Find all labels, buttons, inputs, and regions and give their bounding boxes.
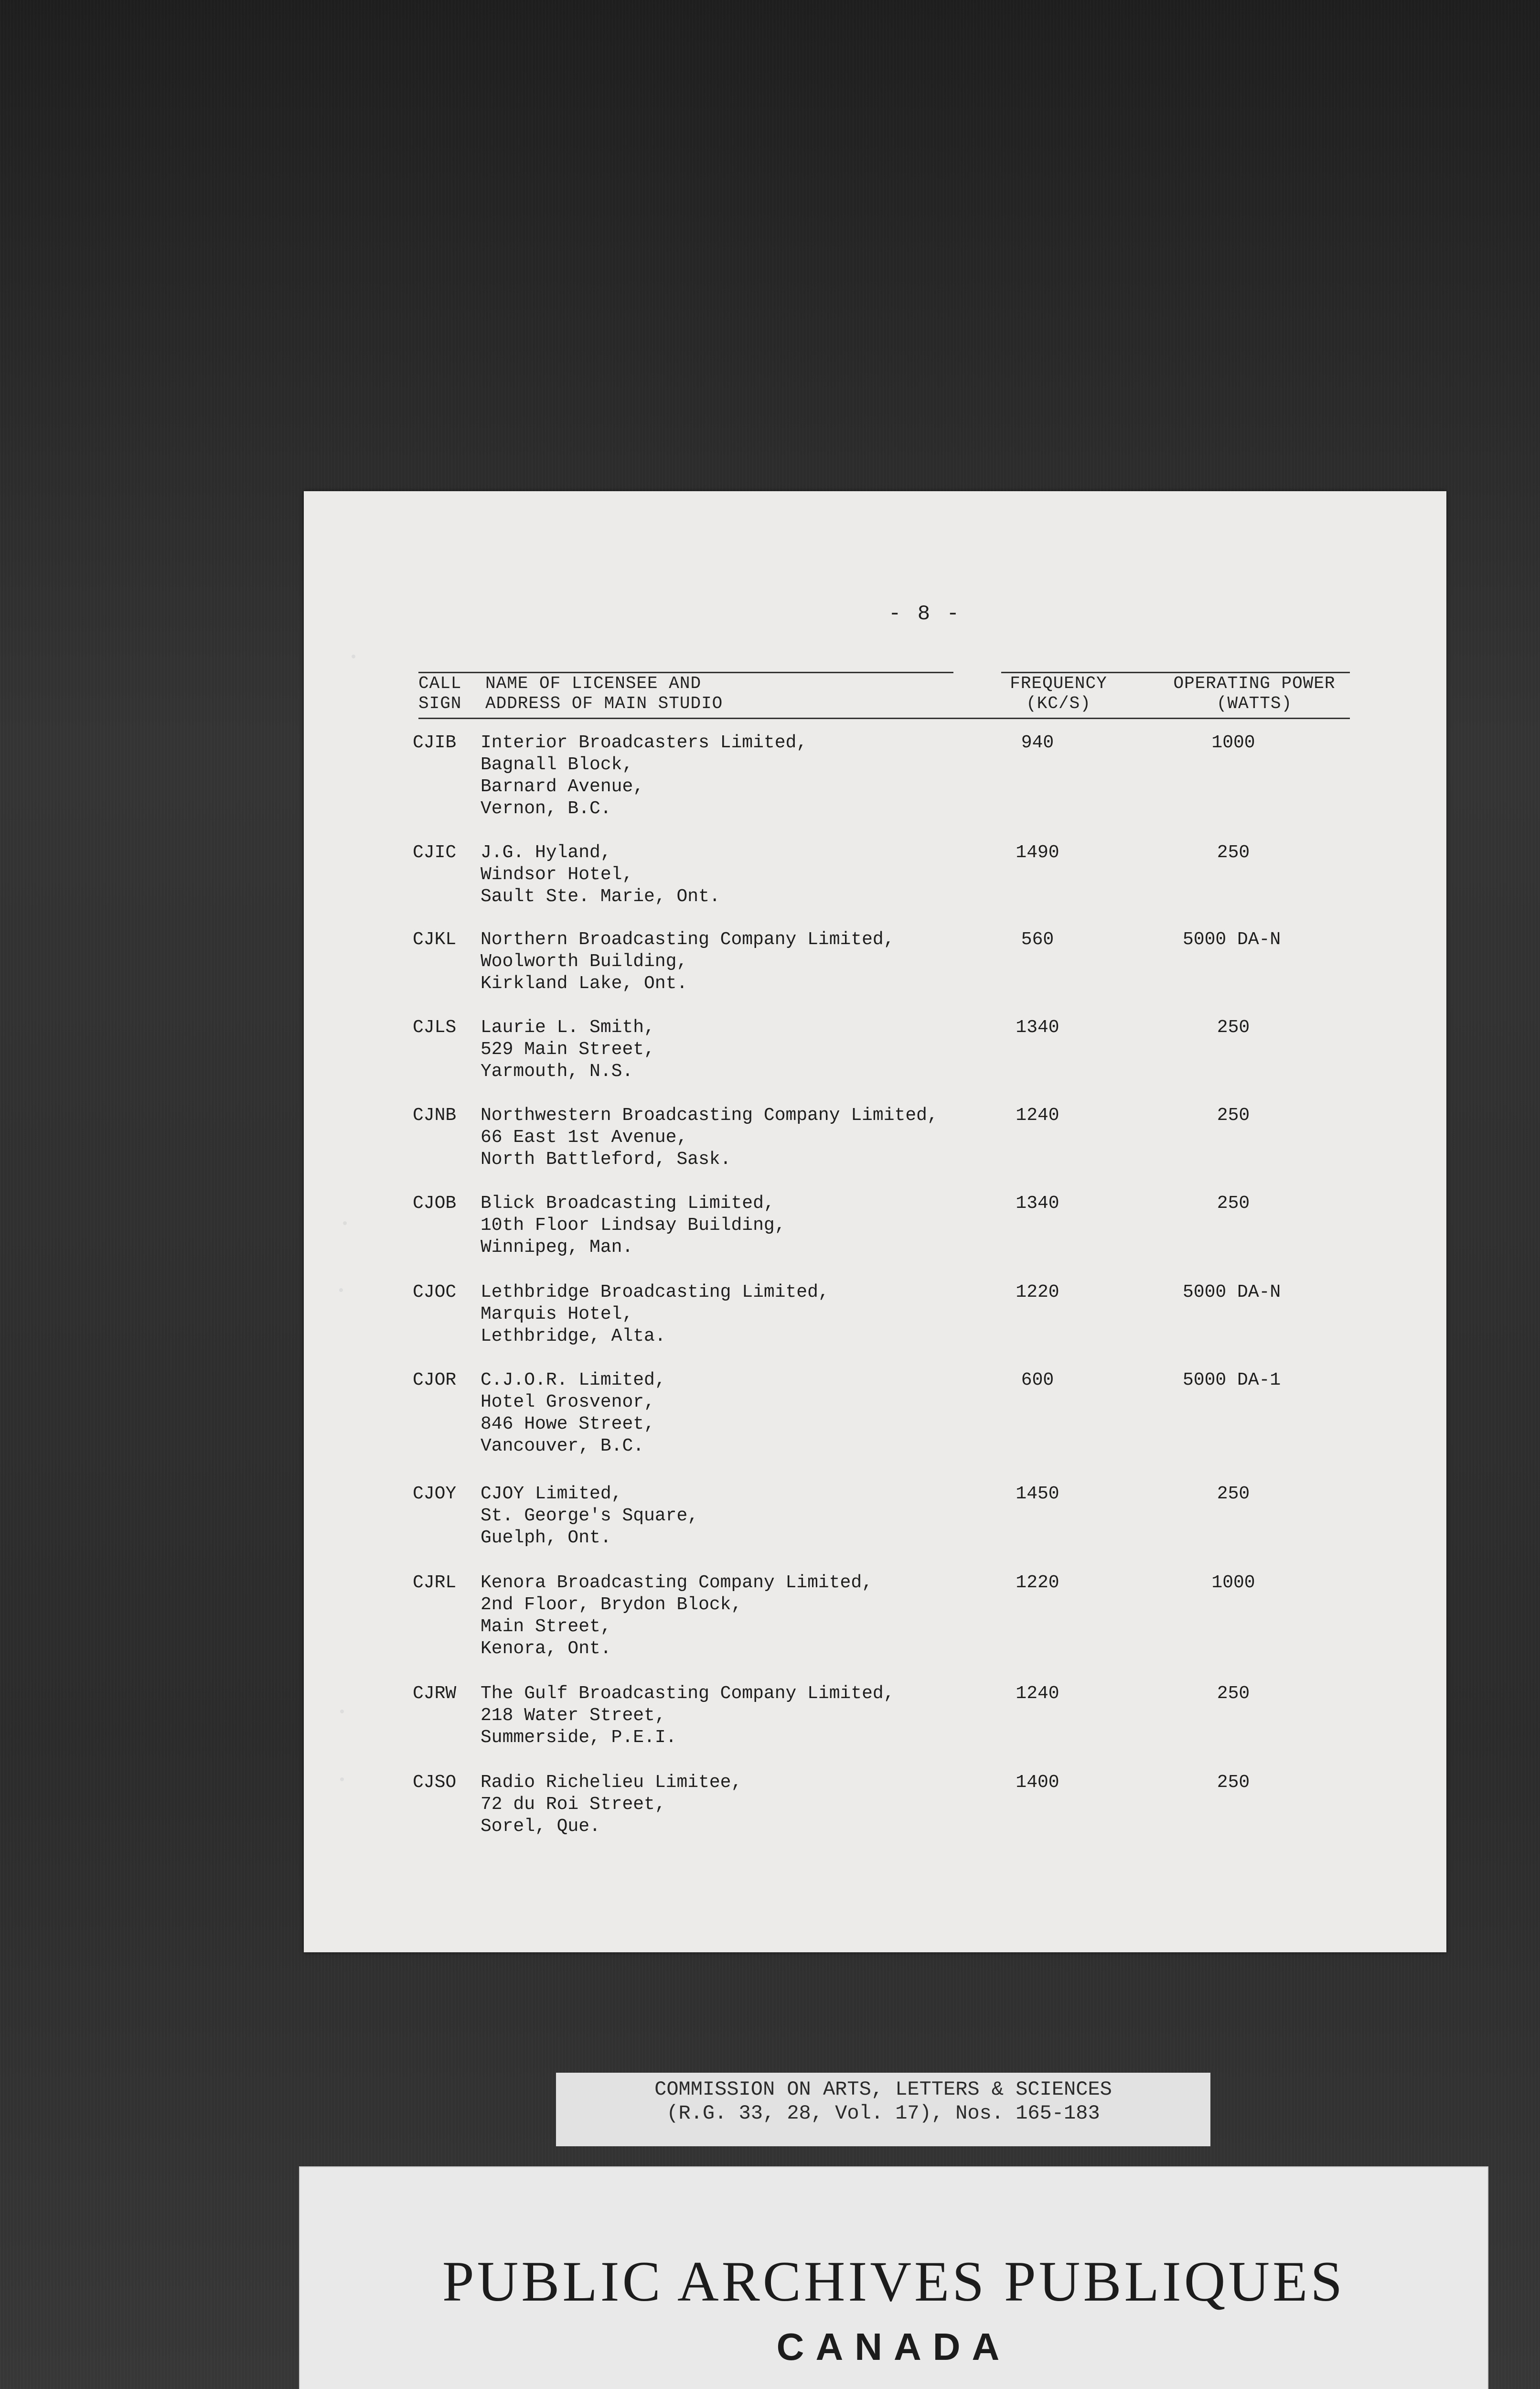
margin-mark [340,1710,344,1713]
operating-power: 1000 [1211,1572,1255,1593]
licensee-address: Kenora Broadcasting Company Limited, 2nd Floor, Brydon Block, Main Street, Kenora, Ont. [481,1572,873,1659]
call-sign: CJOY [413,1484,457,1504]
call-sign: CJOC [413,1282,457,1302]
archive-reference-label [556,2073,1210,2146]
frequency: 940 [1021,732,1054,753]
licensee-address: Lethbridge Broadcasting Limited, Marquis Hotel, Lethbridge, Alta. [481,1282,829,1346]
header-call-line2: SIGN [418,694,462,713]
frequency: 1220 [1016,1282,1059,1302]
operating-power: 5000 DA-N [1183,929,1281,950]
licensee-address: Northwestern Broadcasting Company Limited, 66 East 1st Avenue, North Battleford, Sask. [481,1105,938,1170]
frequency: 1220 [1016,1572,1059,1593]
call-sign: CJIC [413,842,457,863]
frequency: 1240 [1016,1105,1059,1126]
operating-power: 250 [1217,1193,1250,1214]
frequency: 1240 [1016,1683,1059,1704]
licensee-address: Blick Broadcasting Limited, 10th Floor Lindsay Building, Winnipeg, Man. [481,1193,786,1258]
operating-power: 5000 DA-1 [1183,1370,1281,1390]
header-name-line1: NAME OF LICENSEE AND [485,674,702,693]
licensee-address: Radio Richelieu Limitee, 72 du Roi Street, Sorel, Que. [481,1772,742,1837]
call-sign: CJIB [413,732,457,753]
header-frequency-line2: (KC/S) [1026,694,1091,713]
header-power-line1: OPERATING POWER [1173,674,1336,693]
banner-title: PUBLIC ARCHIVES PUBLIQUES [442,2249,1346,2313]
licensee-address: Northern Broadcasting Company Limited, Woolworth Building, Kirkland Lake, Ont. [481,929,895,994]
frequency: 1450 [1016,1484,1059,1504]
operating-power: 250 [1217,1772,1250,1793]
licensee-address: C.J.O.R. Limited, Hotel Grosvenor, 846 Howe Street, Vancouver, B.C. [481,1370,666,1456]
call-sign: CJOB [413,1193,457,1214]
licensee-address: CJOY Limited, St. George's Square, Guelph, Ont. [481,1484,699,1548]
margin-mark [340,1777,344,1781]
banner-subtitle: CANADA [776,2325,1011,2368]
frequency: 1340 [1016,1017,1059,1038]
header-power-line2: (WATTS) [1216,694,1293,713]
header-name-line2: ADDRESS OF MAIN STUDIO [485,694,723,713]
frequency: 560 [1021,929,1054,950]
margin-mark [352,655,355,658]
margin-mark [339,1288,343,1292]
margin-mark [343,1221,347,1225]
call-sign: CJRW [413,1683,457,1704]
frequency: 1400 [1016,1772,1059,1793]
frequency: 1340 [1016,1193,1059,1214]
operating-power: 250 [1217,842,1250,863]
archive-label-line2: (R.G. 33, 28, Vol. 17), Nos. 165-183 [666,2102,1100,2125]
operating-power: 250 [1217,1484,1250,1504]
call-sign: CJKL [413,929,457,950]
call-sign: CJSO [413,1772,457,1793]
operating-power: 250 [1217,1017,1250,1038]
page-number: - 8 - [888,602,962,626]
call-sign: CJRL [413,1572,457,1593]
header-frequency-line1: FREQUENCY [1010,674,1107,693]
archive-banner [299,2166,1488,2389]
operating-power: 250 [1217,1683,1250,1704]
licensee-address: Interior Broadcasters Limited, Bagnall Block, Barnard Avenue, Vernon, B.C. [481,732,808,819]
operating-power: 5000 DA-N [1183,1282,1281,1302]
operating-power: 250 [1217,1105,1250,1126]
operating-power: 1000 [1211,732,1255,753]
frequency: 1490 [1016,842,1059,863]
call-sign: CJOR [413,1370,457,1390]
call-sign: CJNB [413,1105,457,1126]
frequency: 600 [1021,1370,1054,1390]
archive-label-line1: COMMISSION ON ARTS, LETTERS & SCIENCES [654,2078,1112,2101]
header-call-line1: CALL [418,674,462,693]
document-page [304,491,1446,1952]
licensee-address: Laurie L. Smith, 529 Main Street, Yarmouth, N.S. [481,1017,655,1082]
licensee-address: The Gulf Broadcasting Company Limited, 218 Water Street, Summerside, P.E.I. [481,1683,895,1748]
licensee-address: J.G. Hyland, Windsor Hotel, Sault Ste. Marie, Ont. [481,842,720,907]
station-table [304,491,1446,1952]
call-sign: CJLS [413,1017,457,1038]
